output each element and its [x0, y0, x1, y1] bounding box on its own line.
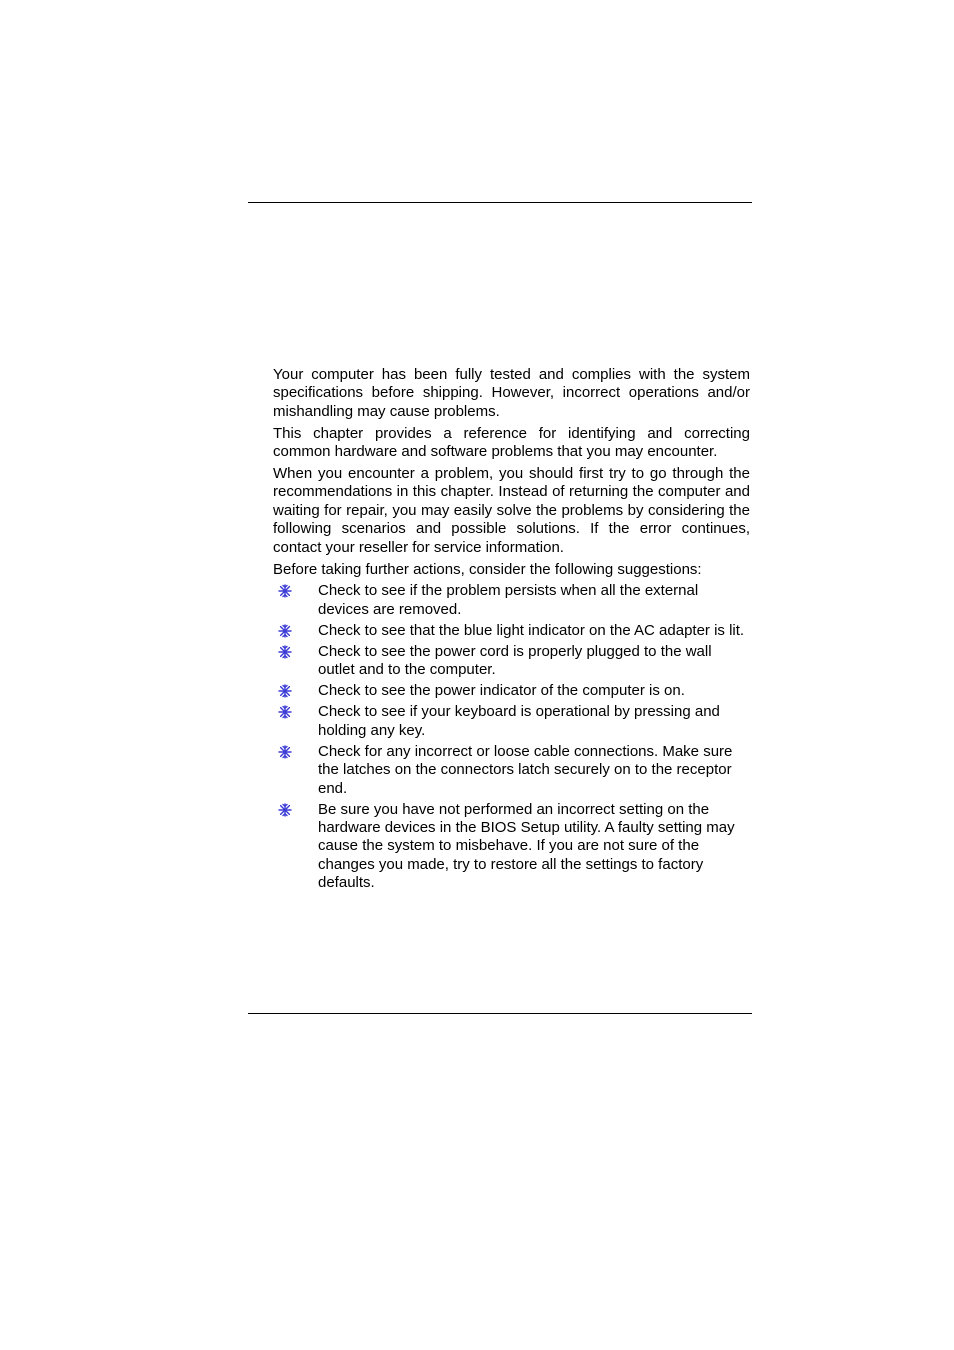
snowflake-bullet-icon — [278, 684, 292, 698]
snowflake-bullet-icon — [278, 803, 292, 817]
header-rule — [248, 202, 752, 203]
suggestion-text: Check to see if the problem persists when all the external devices are removed. — [318, 582, 699, 618]
suggestions-intro: Before taking further actions, consider the following suggestions: — [273, 560, 702, 578]
footer-rule — [248, 1013, 752, 1014]
list-item — [273, 743, 750, 798]
suggestion-text: Check to see the power indicator of the computer is on. — [318, 682, 685, 700]
list-item — [273, 801, 750, 893]
intro-paragraph: Your computer has been fully tested and complies with the system specifications before shipping. However, incorrect operations and/or mishandling may cause problems. — [273, 366, 750, 420]
snowflake-bullet-icon — [278, 645, 292, 659]
snowflake-bullet-icon — [278, 584, 292, 598]
snowflake-bullet-icon — [278, 705, 292, 719]
page-content — [273, 366, 750, 895]
suggestion-list — [273, 582, 750, 892]
suggestion-text: Check to see that the blue light indicator on the AC adapter is lit. — [318, 621, 745, 639]
snowflake-bullet-icon — [278, 624, 292, 638]
list-item — [273, 582, 750, 619]
suggestion-text: Check to see if your keyboard is operational by pressing and holding any key. — [318, 703, 720, 739]
suggestion-text: Check for any incorrect or loose cable connections. Make sure the latches on the connectors latch securely on to the receptor end. — [318, 742, 733, 797]
snowflake-bullet-icon — [278, 745, 292, 759]
suggestion-text: Check to see the power cord is properly plugged to the wall outlet and to the computer. — [318, 642, 712, 679]
chapter-purpose-paragraph: This chapter provides a reference for identifying and correcting common hardware and software problems that you may encounter. — [273, 424, 750, 461]
list-item — [273, 703, 750, 740]
recommendation-paragraph: When you encounter a problem, you should first try to go through the recommendations in this chapter. Instead of returning the computer and waiting for repair, you may easily solve the problems by considering the following scenarios and possible solutions. If the error continues, contact your reseller for service information. — [273, 465, 750, 556]
list-item — [273, 682, 750, 700]
suggestion-text: Be sure you have not performed an incorrect setting on the hardware devices in the BIOS Setup utility. A faulty setting may cause the system to misbehave. If you are not sure of the changes you made, try to restore all the settings to factory defaults. — [318, 800, 735, 892]
list-item — [273, 643, 750, 680]
list-item — [273, 622, 750, 640]
